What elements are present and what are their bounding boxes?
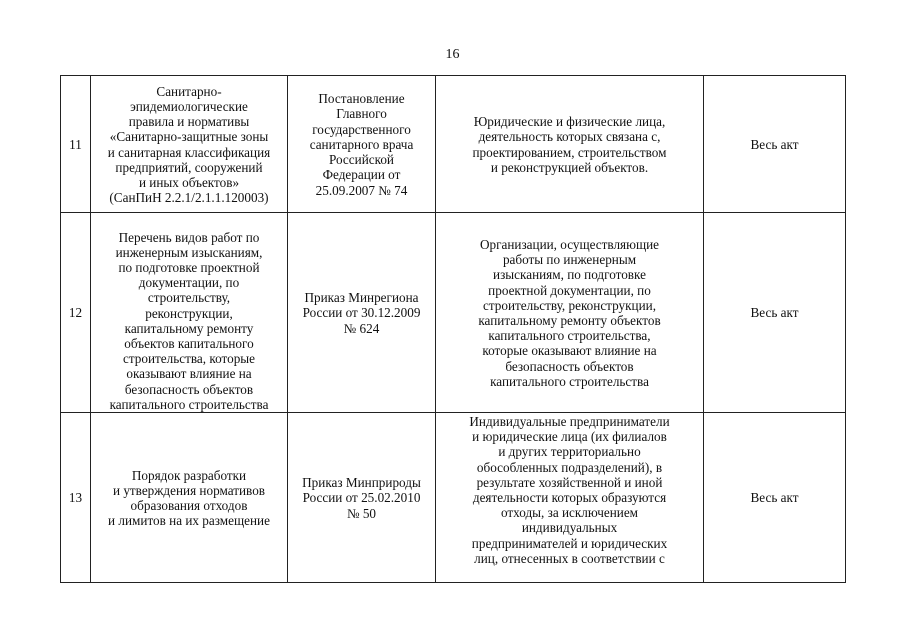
text-line: предпринимателей и юридических [471,535,668,551]
text-line: проектированием, строительством [472,144,667,160]
text-line: изысканиям, по подготовке [493,267,646,283]
text-line: России от 30.12.2009 [302,305,421,321]
act-name [91,213,288,413]
act-scope: Весь акт [704,413,846,583]
text-line: и иных объектов» [138,174,240,190]
text-line: строительству, [147,290,231,306]
text-line: Федерации от [322,167,401,183]
text-line: Порядок разработки [131,467,247,483]
text-line: капитального строительства [109,396,269,412]
text-line: работы по инженерным [502,252,637,268]
text-line: № 50 [346,505,377,521]
text-line: и юридические лица (их филиалов [472,429,667,445]
row-number: 11 [61,76,91,213]
text-line: объектов капитального [124,335,254,351]
text-line: и лимитов на их размещение [108,513,270,529]
text-line: и санитарная классификация [107,144,271,160]
text-line: Организации, осуществляющие [479,236,660,252]
text-line: строительству, реконструкции, [483,297,656,313]
text-line: «Санитарно-защитные зоны [109,129,269,145]
table-row [61,213,846,413]
row-number: 12 [61,213,91,413]
text-line: Приказ Минрегиона [304,290,419,306]
act-subjects [436,413,704,583]
text-line: и реконструкцией объектов. [490,159,649,175]
text-line: образования отходов [130,498,248,513]
text-line: капитальному ремонту [124,320,254,336]
text-line: государственного [312,121,411,137]
page-number: 16 [445,47,460,62]
row-number: 13 [61,413,91,583]
text-line: безопасность объектов [124,381,254,397]
acts-table-body [61,76,846,583]
act-subjects [436,213,704,413]
text-line: результате хозяйственной и иной [476,474,663,490]
text-line: Постановление [318,91,405,107]
text-line: проектной документации, по [488,282,651,298]
text-line: строительства, которые [123,351,255,367]
text-line: России от 25.02.2010 [302,490,421,506]
act-scope: Весь акт [704,213,846,413]
text-line: Российской [329,152,394,168]
act-document [288,213,436,413]
text-line: капитальному ремонту объектов [478,313,661,328]
text-line: индивидуальных [521,520,618,536]
text-line: правила и нормативы [128,114,250,130]
text-line: оказывают влияние на [126,366,252,382]
text-line: Юридические и физические лица, [473,114,666,130]
table-row [61,76,846,213]
text-line: и других территориально [498,444,641,460]
act-document [288,76,436,213]
text-line: лиц, отнесенных в соответствии с [474,550,665,566]
act-document [288,413,436,583]
act-subjects [436,76,704,213]
text-line: и утверждения нормативов [112,482,266,498]
text-line: Индивидуальные предприниматели [469,414,670,429]
text-line: предприятий, сооружений [115,159,263,175]
text-line: 25.09.2007 № 74 [315,182,408,198]
act-name [91,76,288,213]
text-line: санитарного врача [309,136,414,152]
text-line: деятельность которых связана с, [478,129,661,145]
text-line: отходы, за исключением [500,505,639,521]
text-line: Перечень видов работ по [118,229,260,245]
text-line: Санитарно- [156,83,222,99]
text-line: инженерным изысканиям, [115,244,263,260]
text-line: Приказ Минприроды [302,475,421,491]
acts-table [60,75,846,583]
text-line: которые оказывают влияние на [482,343,657,359]
text-line: документации, по [138,275,240,291]
text-line: эпидемиологические [130,98,248,114]
act-scope: Весь акт [704,76,846,213]
act-name [91,413,288,583]
table-row [61,413,846,583]
text-line: капитального строительства, [488,328,651,344]
text-line: реконструкции, [145,305,233,321]
text-line: (СанПиН 2.2.1/2.1.1.120003) [109,190,269,206]
text-line: Главного [336,106,387,122]
text-line: капитального строительства [490,373,649,389]
text-line: по подготовке проектной [118,259,260,275]
text-line: деятельности которых образуются [472,490,667,506]
text-line: обособленных подразделений), в [476,459,663,475]
text-line: № 624 [343,320,380,336]
text-line: безопасность объектов [505,358,634,374]
